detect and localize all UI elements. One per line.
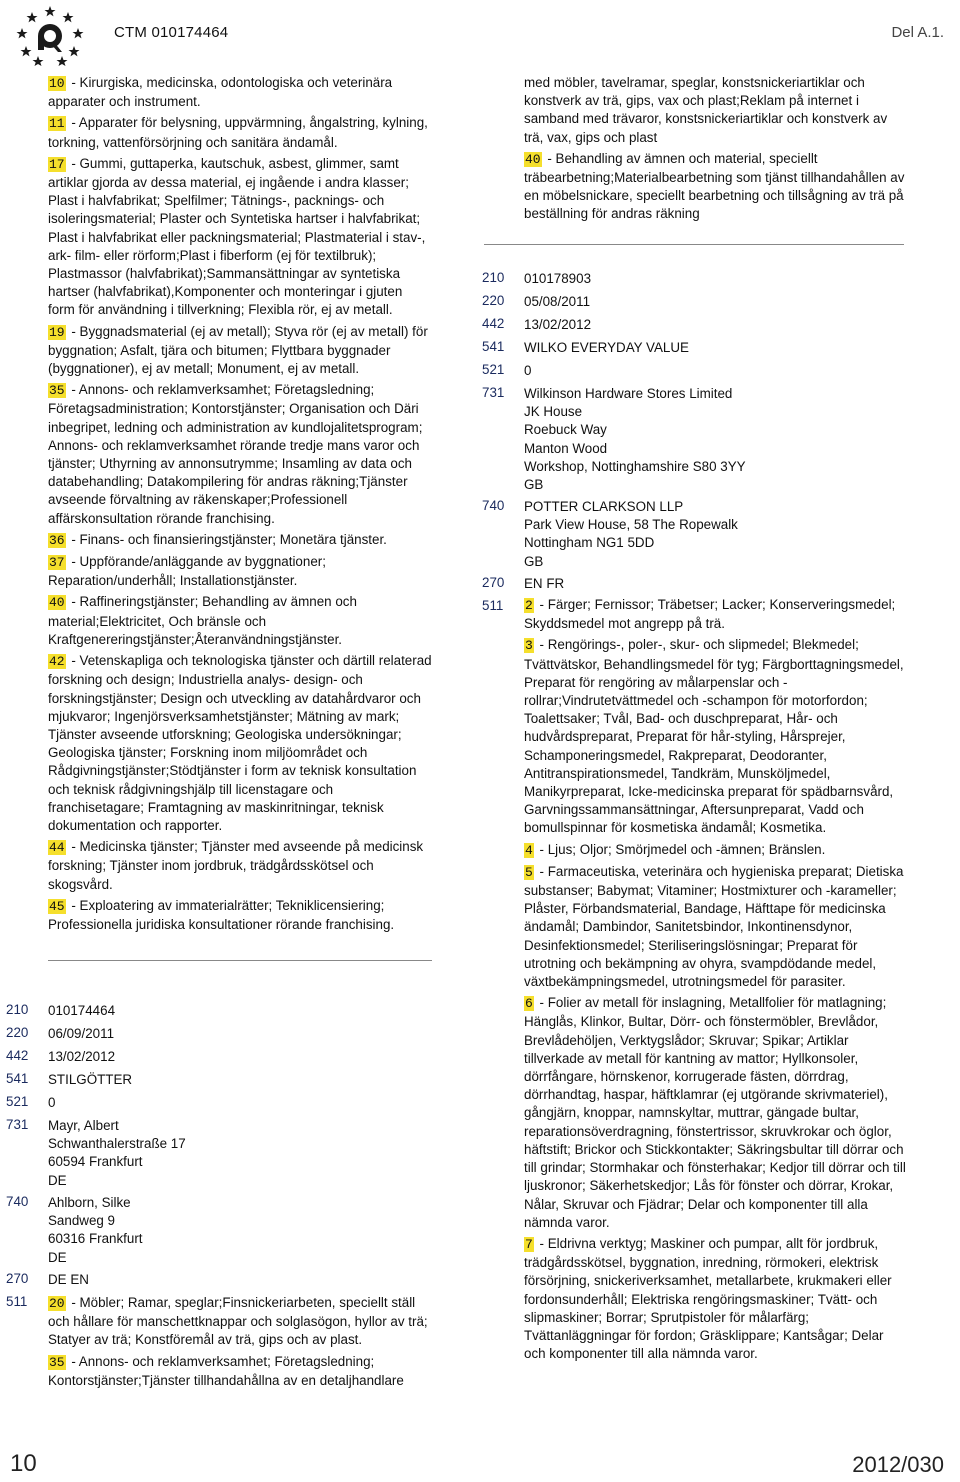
field-code: 442	[482, 316, 505, 331]
field-code: 210	[6, 1002, 29, 1017]
class-text: - Apparater för belysning, uppvärmning, ångalstring, kylning, torkning, vattenförsörjning och sanitära ändamål.	[48, 115, 428, 150]
class-entry	[48, 593, 432, 649]
euipo-logo	[4, 2, 96, 66]
class-text: - Färger; Fernissor; Träbetser; Lacker; Konserveringsmedel; Skyddsmedel mot angrepp på trä.	[524, 597, 896, 632]
field-code: 270	[482, 575, 505, 590]
class-code: 36	[49, 532, 65, 548]
class-text: - Medicinska tjänster; Tjänster med avseende på medicinsk forskning; Tjänster inom jordbruk, trädgårdsskötsel och skogsvård.	[48, 839, 424, 892]
class-text: - Eldrivna verktyg; Maskiner och pumpar, allt för jordbruk, trädgårdsskötsel, byggnation, inredning, rörmokeri, elektrisk försörjning, snickeriverksamhet, metallarbete, krukmakeri eller fordonsunderhåll; Elektriska rengöringsmaskiner; Tvätt- och slipmaskiner; Borrar; Sprutpistoler för målarfärg; Tvättanläggningar för fordon; Gräsklippare; Kantsågar; Delar och komponenter till alla nämnda varor.	[524, 1235, 892, 1362]
field-code: 740	[6, 1194, 29, 1209]
page-number: 10	[10, 1450, 37, 1477]
field-code: 521	[6, 1094, 29, 1109]
field-code: 740	[482, 498, 505, 513]
mark-name: STILGÖTTER	[48, 1072, 133, 1087]
class-code: 35	[49, 1354, 65, 1370]
class-code: 37	[49, 555, 65, 571]
class-text: - Raffineringstjänster; Behandling av ämnen och material;Elektricitet, Och bränsle och Kraftgenereringstjänster;Återanvändningstjänster.	[48, 594, 357, 647]
class-entry	[524, 994, 908, 1232]
left-class-list	[48, 74, 432, 937]
field-code: 511	[482, 598, 504, 613]
field-code: 511	[6, 1294, 28, 1309]
class-text: - Ljus; Oljor; Smörjmedel och -ämnen; Bränslen.	[535, 841, 826, 857]
class-code: 20	[49, 1296, 65, 1311]
class-entry	[48, 897, 432, 934]
field-code: 220	[6, 1025, 29, 1040]
continuation-text: med möbler, tavelramar, speglar, konstsnickeriartiklar och konstverk av trä, gips, vax och plast;Reklam på internet i samband med trävaror, konstsnickeriartiklar och konstverk av trä, vax, gips och plast	[524, 75, 888, 145]
class-entry	[48, 652, 432, 835]
application-number: 010178903	[524, 271, 592, 286]
record-divider	[484, 244, 904, 245]
field-code: 220	[482, 293, 505, 308]
class-text: - Farmaceutiska, veterinära och hygieniska preparat; Dietiska substanser; Babymat; Vitaminer; Hostmixturer och -karameller; Plåster, Förbandsmaterial, Bandage, Häfttape för medicinska ändamål; Dambindor, Sanitetsbindor, Inkontinensdynor, Desinfektionsmedel; Steriliseringslösningar; Preparat för utrotning och bekämpning av ohyra, svampdödande medel, växtbekämpningsmedel, utrotningsmedel för parasiter.	[524, 863, 904, 990]
class-code: 17	[49, 156, 65, 172]
field-code: 521	[482, 362, 505, 377]
field-code: 541	[6, 1071, 29, 1086]
class-code: 45	[49, 898, 65, 914]
publication-date: 13/02/2012	[524, 317, 592, 332]
class-entry	[48, 155, 432, 320]
field-code: 541	[482, 339, 505, 354]
class-text: - Rengörings-, poler-, skur- och slipmedel; Blekmedel; Tvättvätskor, Behandlingsmedel för tyg; Färgborttagningsmedel, Preparat för rengöring av målarpenslar och -rollrar;Vindrutetvättmedel och -schampon för motorfordon; Toalettsaker; Tvål, Bad- och duschpreparat, Hår- och hudvårdspreparat, Preparat för hår-styling, Hårsprejer, Schamponeringsmedel, Rakpreparat, Deodoranter, Antitranspirationsmedel, Tandkräm, Munsköljmedel, Manikyrpreparat, Icke-medicinska preparat för spädbarnsvård, Garvningssammansättningar, Aftersunpreparat, Vadd och bomullspinnar för kosmetiska ändamål; Kosmetika.	[524, 637, 904, 836]
class-code: 44	[49, 840, 65, 856]
class-entry	[524, 150, 908, 224]
class-code: 40	[525, 151, 541, 167]
field-value: 0	[48, 1095, 56, 1110]
class-text: - Byggnadsmaterial (ej av metall); Styva rör (ej av metall) för byggnation; Asfalt, tjära och bitumen; Flyttbara byggnader (byggnationer), ej av metall; Monument, ej av metall.	[48, 323, 428, 377]
class-text: - Finans- och finansieringstjänster; Monetära tjänster.	[67, 531, 387, 547]
class-entry	[524, 636, 908, 837]
representative-address: Ahlborn, Silke Sandweg 9 60316 Frankfurt DE	[48, 1195, 143, 1265]
record-divider	[48, 960, 432, 961]
class-text: - Folier av metall för inslagning, Metallfolier för matlagning; Hänglås, Klinkor, Bultar, Dörr- och fönstermöbler, Brevlådor, Brevlådehöljen, Verktygslådor; Skruvar; Spikar; Artiklar tillverkade av metall för kantning av mattor; Hyllkonsoler, dörrfångare, hörnskenor, korrugerade fästen, dörrdrag, dörrhandtag, haspar, häftklamrar (ej utgörande skrivmateriel), gångjärn, knoppar, namnskyltar, muttrar, gängade bultar, reparationsöverdragning, fönstertrissor, skruvkrokar och öglor, häftstift; Brickor och Stickkontakter; Säkringsbultar till dörrar och till grindar; Stormhakar och fönsterhakar; Kedjor till dörrar och till ljuskronor; Säkerhetskedjor; Lås för fönster och dörrar, Krokar, Nålar, Skruvar och Fjädrar; Delar och komponenter till alla nämnda varor.	[524, 995, 906, 1230]
class-text: - Uppförande/anläggande av byggnationer; Reparation/underhåll; Installationstjänster.	[48, 554, 326, 589]
class-code: 5	[525, 864, 533, 880]
filing-date: 06/09/2011	[48, 1026, 115, 1041]
class-entry	[48, 74, 432, 111]
applicant-address: Wilkinson Hardware Stores Limited JK House Roebuck Way Manton Wood Workshop, Nottinghamshire S80 3YY GB	[524, 386, 746, 493]
class-entry	[48, 323, 432, 379]
class-entry	[524, 863, 908, 991]
class-code: 6	[525, 996, 533, 1012]
class-code: 42	[49, 654, 65, 670]
document-id: CTM 010174464	[114, 24, 229, 41]
class-entry	[48, 1353, 432, 1390]
field-code: 210	[482, 270, 505, 285]
class-entry	[524, 596, 908, 633]
field-value: 0	[524, 363, 532, 378]
class-code: 40	[49, 595, 65, 611]
filing-date: 05/08/2011	[524, 294, 591, 309]
applicant-address: Mayr, Albert Schwanthalerstraße 17 60594 Frankfurt DE	[48, 1118, 186, 1188]
field-code: 442	[6, 1048, 29, 1063]
class-code: 7	[525, 1236, 533, 1252]
class-entry	[48, 531, 432, 550]
class-code: 35	[49, 383, 65, 399]
class-text: - Annons- och reklamverksamhet; Företagsledning; Kontorstjänster;Tjänster tillhandahållna av en detaljhandlare	[48, 1353, 404, 1388]
class-entry	[48, 838, 432, 894]
right-record-class-list	[524, 596, 908, 1366]
publication-date: 13/02/2012	[48, 1049, 116, 1064]
class-code: 19	[49, 324, 65, 340]
class-entry	[48, 553, 432, 590]
class-text: - Gummi, guttaperka, kautschuk, asbest, glimmer, samt artiklar gjorda av dessa material, ej ingående i andra klasser; Plast i halvfabrikat; Spelfilmer; Tätnings-, packnings- och isoleringsmaterial; Plaster och Syntetiska hartser i halvfabrikat; Plast i halvfabrikat eller packningsmaterial; Plastmaterial i stav-, ark- film- eller rörform;Plast i fiberform (ej för textilbruk); Plastmassor (halvfabrikat);Sammansättningar av syntetiska hartser (halvfabrikat),Komponenter och monteringar i gjuten form för användning i tillverkning; Flexibla rör, ej av metall.	[48, 155, 426, 318]
representative-address: POTTER CLARKSON LLP Park View House, 58 The Ropewalk Nottingham NG1 5DD GB	[524, 499, 738, 569]
class-text: - Annons- och reklamverksamhet; Företagsledning; Företagsadministration; Kontorstjänster; Organisation och Däri inbegripet, ledning och administration av kundlojalitetsprogram; Annons- och reklamverksamhet rörande tredje mans varor och tjänster; Uthyrning av annonsutrymme; Insamling av data och databehandling; Datakompilering för andras räkning;Tjänster avseende förvaltning av räkenskaper;Professionell affärskonsultation rörande franchising.	[48, 382, 423, 526]
document-part: Del A.1.	[891, 24, 944, 41]
class-entry	[48, 114, 432, 151]
field-code: 731	[6, 1117, 29, 1132]
mark-name: WILKO EVERYDAY VALUE	[524, 340, 689, 355]
class-code: 11	[49, 116, 65, 132]
class-text: - Kirurgiska, medicinska, odontologiska och veterinära apparater och instrument.	[48, 75, 393, 110]
field-code: 270	[6, 1271, 29, 1286]
class-text: - Möbler; Ramar, speglar;Finsnickeriarbeten, speciellt ställ och hållare för manschettknappar och solglasögon, hyllor av trä; Statyer av trä; Konstföremål av trä, gips och av plast.	[48, 1295, 428, 1348]
class-code: 3	[525, 638, 533, 654]
class-code: 4	[525, 842, 533, 858]
languages: DE EN	[48, 1272, 89, 1287]
application-number: 010174464	[48, 1003, 116, 1018]
class-code: 10	[49, 76, 65, 91]
field-code: 731	[482, 385, 505, 400]
bulletin-issue: 2012/030	[852, 1452, 944, 1477]
languages: EN FR	[524, 576, 565, 591]
class-code: 2	[525, 598, 533, 613]
class-text: - Vetenskapliga och teknologiska tjänster och därtill relaterad forskning och design; Industriella analys- design- och forskningstjänster; Design och utveckling av datahårdvaror och mjukvaror; Ingenjörsverksamhetstjänster; Mätning av mark; Tjänster avseende utforskning; Geologiska undersökningar; Geologiska tjänster; Forskning inom miljöområdet och Rådgivningstjänster;Stödtjänster i form av teknisk konsultation och teknisk rådgivningshjälp till licenstagare och franchisetagare; Framtagning av maskinritningar, teknisk dokumentation och rapporter.	[48, 653, 432, 833]
class-text: - Behandling av ämnen och material, speciellt träbearbetning;Materialbearbetning som tjänst tillhandahållen av en möbelsnickare, speciellt bearbetning och tillsågning av trä på beställning för andras räkning	[524, 150, 905, 222]
left-record-class-list	[48, 1294, 432, 1393]
right-continuation	[524, 74, 908, 227]
class-text: - Exploatering av immaterialrätter; Tekniklicensiering; Professionella juridiska konsultationer rörande franchising.	[48, 897, 395, 932]
class-entry	[48, 1294, 432, 1350]
class-entry	[524, 841, 908, 860]
class-entry	[524, 1235, 908, 1363]
class-entry	[48, 381, 432, 528]
